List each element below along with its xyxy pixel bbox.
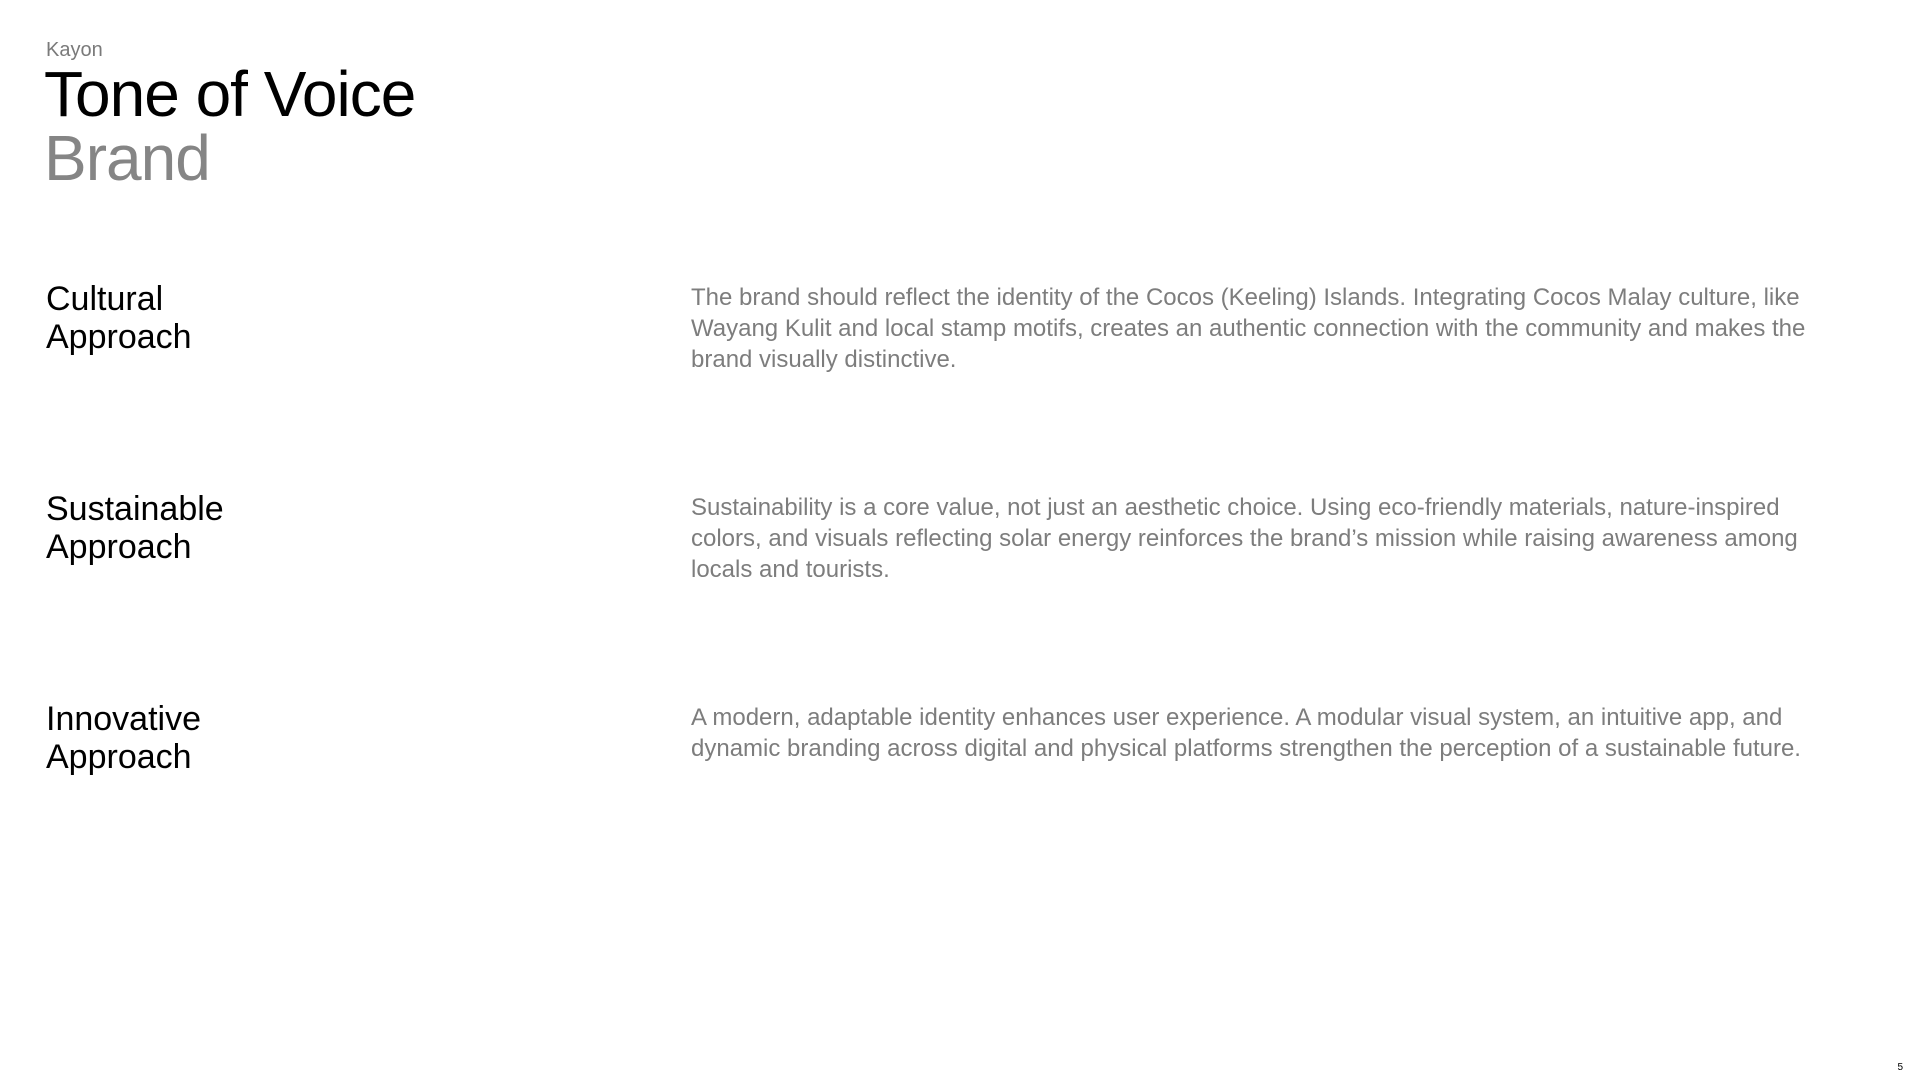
page-title-line1: Tone of Voice (44, 58, 416, 130)
section-heading-line1: Innovative (46, 700, 201, 738)
page-subtitle: Brand (44, 122, 210, 194)
page-number: 5 (1897, 1062, 1903, 1073)
section-body: Sustainability is a core value, not just an aesthetic choice. Using eco-friendly materials, nature-inspired colors, and visuals reflecting solar energy reinforces the brand’s mission while raising awareness among locals and tourists. (691, 494, 1798, 583)
brand-eyebrow: Kayon (46, 39, 103, 61)
section-heading-line2: Approach (46, 528, 192, 566)
section-heading (46, 490, 466, 566)
section-heading (46, 280, 466, 356)
section-heading-line2: Approach (46, 738, 192, 776)
section-body: The brand should reflect the identity of the Cocos (Keeling) Islands. Integrating Cocos Malay culture, like Wayang Kulit and local stamp motifs, creates an authentic connection with the community and makes the brand visually distinctive. (691, 284, 1806, 373)
section-heading-line1: Sustainable (46, 490, 224, 528)
page-title (44, 58, 416, 194)
section-heading-line2: Approach (46, 318, 192, 356)
section-heading-line1: Cultural (46, 280, 164, 318)
section-heading (46, 700, 466, 776)
section-body: A modern, adaptable identity enhances user experience. A modular visual system, an intuitive app, and dynamic branding across digital and physical platforms strengthen the perception of a sustainable future. (691, 704, 1801, 762)
